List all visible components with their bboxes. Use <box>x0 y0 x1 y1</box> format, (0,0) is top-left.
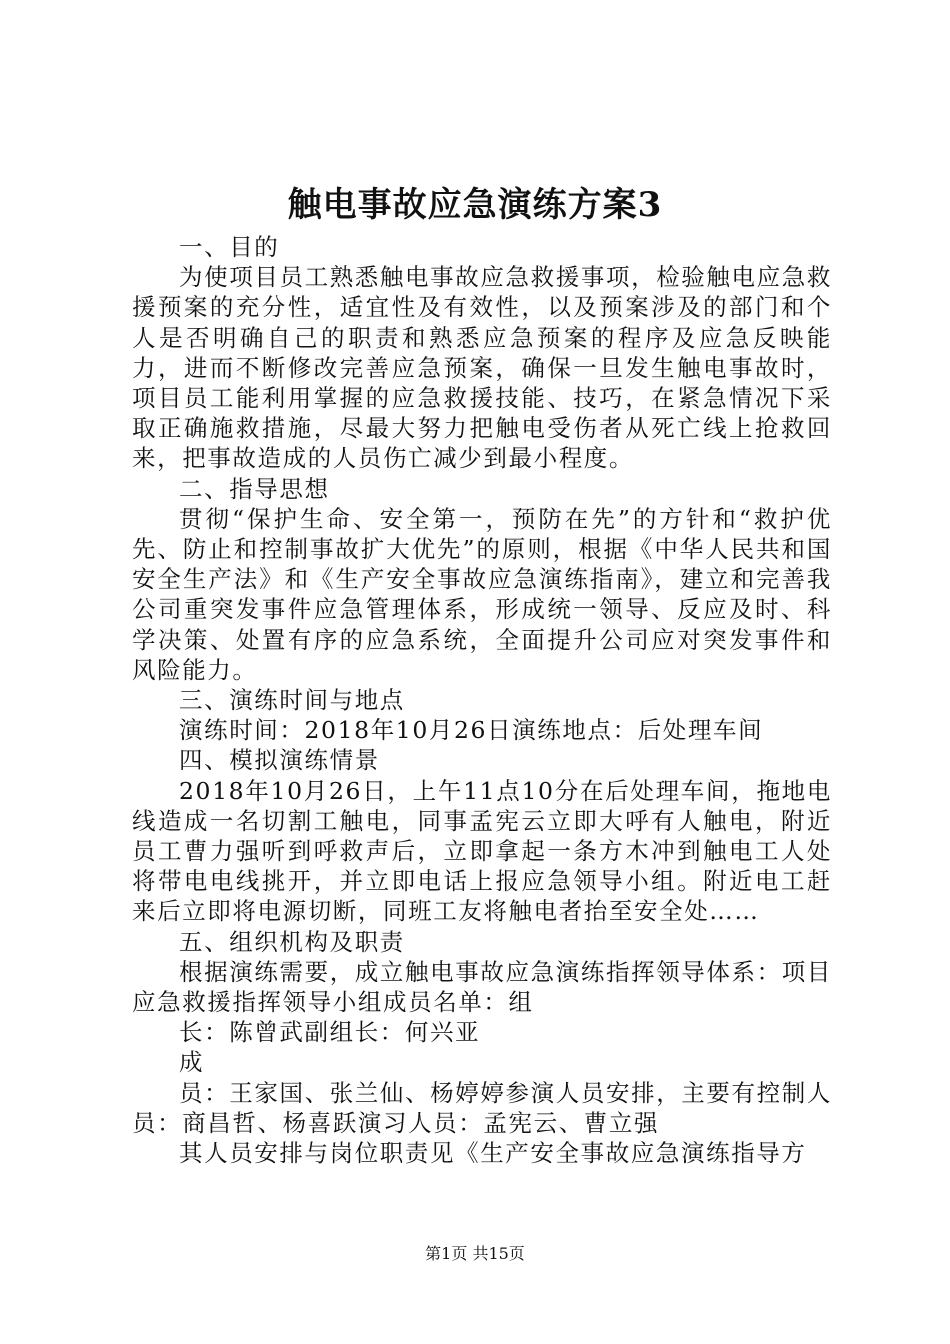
paragraph-time-and-place: 演练时间：2018年10月26日演练地点：后处理车间 <box>179 716 764 745</box>
section-heading-time-and-place: 三、演练时间与地点 <box>179 686 405 715</box>
document-body <box>132 232 832 1168</box>
paragraph-responsibilities: 其人员安排与岗位职责见《生产安全事故应急演练指导方 <box>179 1139 807 1168</box>
paragraph-guiding-ideology: 贯彻“保护生命、安全第一，预防在先”的方针和“救护优先、防止和控制事故扩大优先”的原则，根据《中华人民共和国安全生产法》和《生产安全事故应急演练指南》，建立和完善我公司重突发事件应急管理体系，形成统一领导、反应及时、科学决策、处置有序的应急系统，全面提升公司应对突发事件和风险能力。 <box>132 504 832 684</box>
paragraph-members-label: 成 <box>179 1048 205 1077</box>
section-heading-purpose: 一、目的 <box>179 233 280 261</box>
section-heading-guiding-ideology: 二、指导思想 <box>179 474 330 503</box>
paragraph-scenario: 2018年10月26日，上午11点10分在后处理车间，拖地电线造成一名切割工触电，同事孟宪云立即大呼有人触电，附近员工曹力强听到呼救声后，立即拿起一条方木冲到触电工人处将带电电线挑开，并立即电话上报应急领导小组。附近电工赶来后立即将电源切断，同班工友将触电者抬至安全处…… <box>132 776 832 926</box>
paragraph-purpose: 为使项目员工熟悉触电事故应急救援事项，检验触电应急救援预案的充分性，适宜性及有效性，以及预案涉及的部门和个人是否明确自己的职责和熟悉应急预案的程序及应急反映能力，进而不断修改完善应急预案，确保一旦发生触电事故时，项目员工能利用掌握的应急救援技能、技巧，在紧急情况下采取正确施救措施，尽最大努力把触电受伤者从死亡线上抢救回来，把事故造成的人员伤亡减少到最小程度。 <box>132 263 832 473</box>
section-heading-scenario: 四、模拟演练情景 <box>179 746 380 775</box>
paragraph-organization: 根据演练需要，成立触电事故应急演练指挥领导体系：项目应急救援指挥领导小组成员名单：组 <box>132 957 832 1017</box>
paragraph-members: 员：王家国、张兰仙、杨婷婷参演人员安排，主要有控制人员：商昌哲、杨喜跃演习人员：孟宪云、曹立强 <box>132 1078 832 1137</box>
paragraph-leaders: 长：陈曾武副组长：何兴亚 <box>179 1018 481 1047</box>
page-indicator: 第1页 共15页 <box>425 1244 525 1263</box>
section-heading-organization: 五、组织机构及职责 <box>179 927 405 956</box>
document-title: 触电事故应急演练方案3 <box>287 185 663 225</box>
